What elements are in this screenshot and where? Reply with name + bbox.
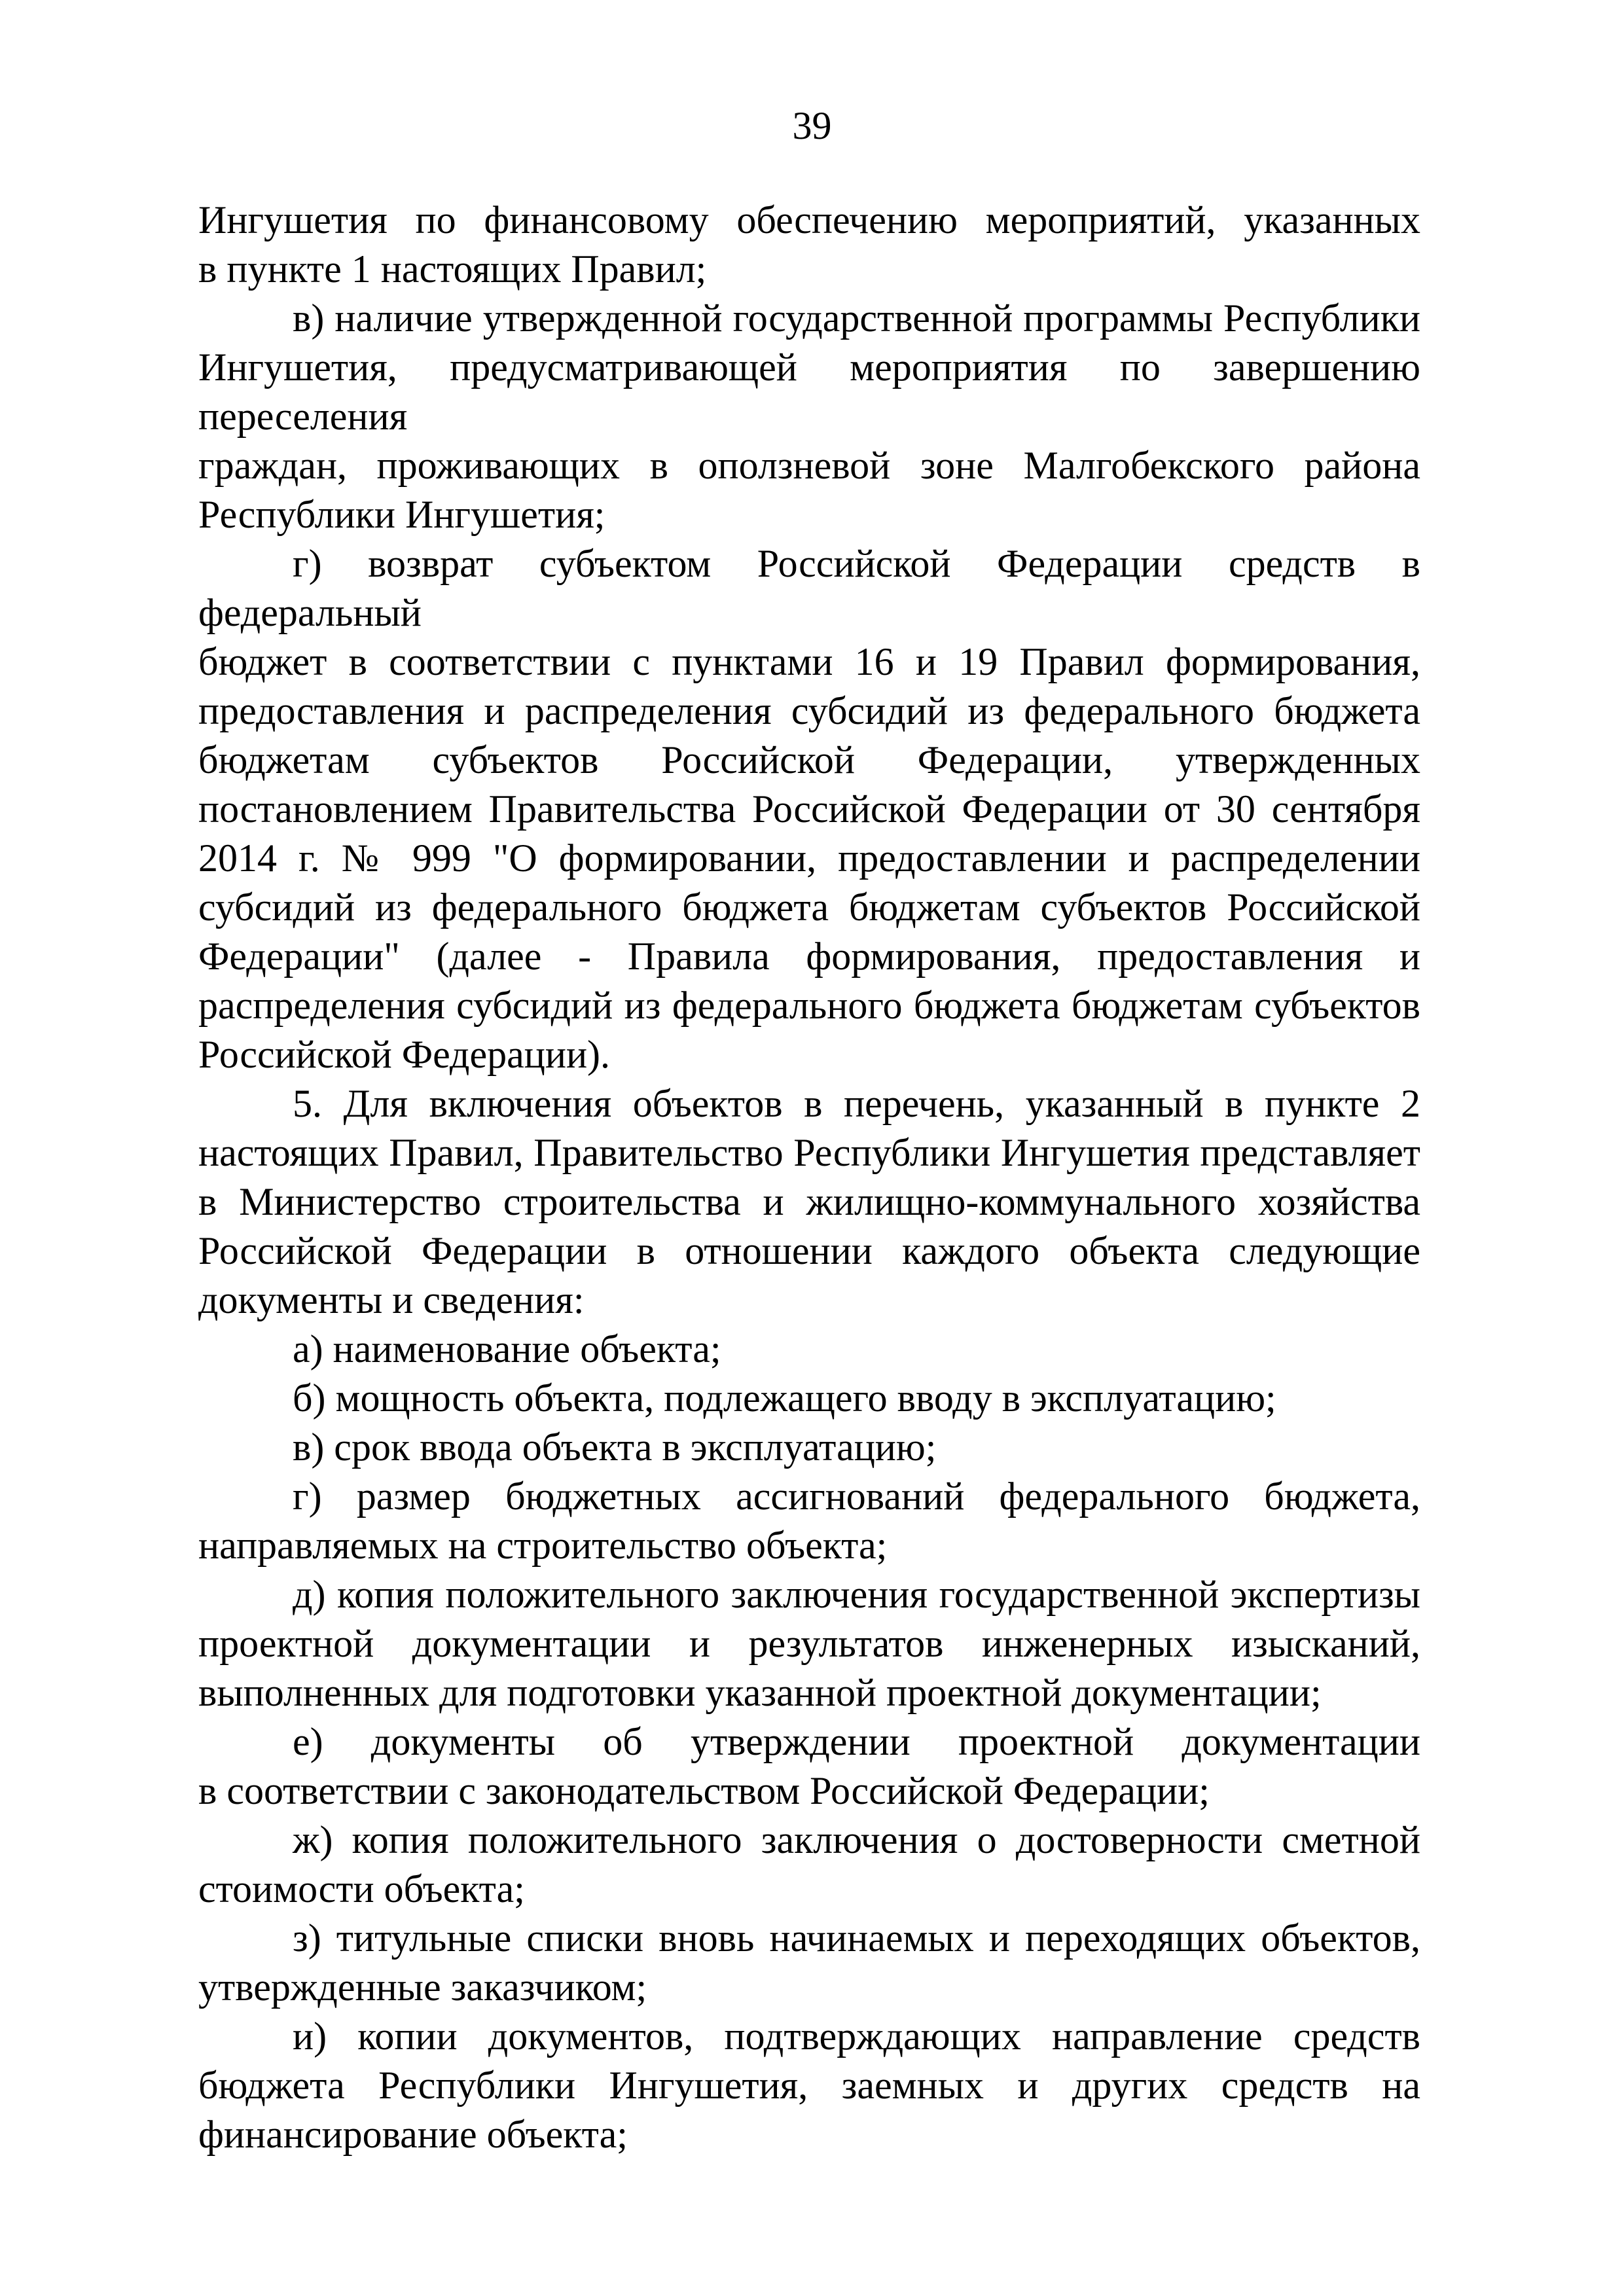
text-line: в Министерство строительства и жилищно-коммунального хозяйства <box>198 1180 1420 1223</box>
text-line: в) наличие утвержденной государственной программы Республики <box>293 296 1420 340</box>
paragraph <box>198 1914 1420 2012</box>
text-line: д) копия положительного заключения государственной экспертизы <box>293 1573 1420 1616</box>
text-line: г) возврат субъектом Российской Федерации средств в федеральный <box>198 542 1420 634</box>
paragraph <box>198 294 1420 539</box>
text-line: настоящих Правил, Правительство Республики Ингушетия представляет <box>198 1131 1420 1174</box>
text-line: распределения субсидий из федерального бюджета бюджетам субъектов <box>198 984 1420 1027</box>
text-line: 5. Для включения объектов в перечень, указанный в пункте 2 <box>293 1082 1420 1125</box>
text-line: выполненных для подготовки указанной проектной документации; <box>198 1671 1322 1714</box>
text-line: стоимости объекта; <box>198 1867 525 1910</box>
text-line: Федерации" (далее - Правила формирования, предоставления и <box>198 935 1420 978</box>
text-line: в соответствии с законодательством Российской Федерации; <box>198 1769 1210 1812</box>
paragraph <box>198 1816 1420 1914</box>
paragraph <box>198 539 1420 1079</box>
text-line: документы и сведения: <box>198 1278 585 1321</box>
text-line: г) размер бюджетных ассигнований федерального бюджета, <box>293 1475 1420 1518</box>
text-line: Ингушетия, предусматривающей мероприятия по завершению переселения <box>198 346 1420 438</box>
paragraph <box>198 1472 1420 1570</box>
paragraph <box>198 1325 1420 1374</box>
text-line: граждан, проживающих в оползневой зоне Малгобекского района <box>198 444 1420 487</box>
text-line: е) документы об утверждении проектной документации <box>293 1720 1420 1763</box>
text-line: Российской Федерации). <box>198 1033 611 1076</box>
text-line: направляемых на строительство объекта; <box>198 1524 888 1567</box>
text-line: проектной документации и результатов инженерных изысканий, <box>198 1622 1420 1665</box>
text-line: Ингушетия по финансовому обеспечению мероприятий, указанных <box>198 198 1420 242</box>
paragraph <box>198 2012 1420 2159</box>
text-line: Республики Ингушетия; <box>198 493 605 536</box>
text-line: ж) копия положительного заключения о достоверности сметной <box>293 1818 1420 1861</box>
text-line: субсидий из федерального бюджета бюджетам субъектов Российской <box>198 886 1420 929</box>
text-line: и) копии документов, подтверждающих направление средств <box>293 2015 1420 2058</box>
page-number: 39 <box>792 104 832 147</box>
text-line: утвержденные заказчиком; <box>198 1965 647 2009</box>
paragraph <box>198 1570 1420 1717</box>
paragraph <box>198 1079 1420 1325</box>
text-line: а) наименование объекта; <box>293 1327 721 1371</box>
document-body <box>198 196 1420 2159</box>
text-line: бюджет в соответствии с пунктами 16 и 19 Правил формирования, <box>198 640 1420 683</box>
paragraph <box>198 1423 1420 1472</box>
text-line: финансирование объекта; <box>198 2113 628 2156</box>
text-line: постановлением Правительства Российской Федерации от 30 сентября <box>198 787 1420 831</box>
text-line: в) срок ввода объекта в эксплуатацию; <box>293 1426 937 1469</box>
text-line: б) мощность объекта, подлежащего вводу в эксплуатацию; <box>293 1376 1276 1420</box>
text-line: 2014 г. № 999 "О формировании, предоставлении и распределении <box>198 836 1420 880</box>
text-line: з) титульные списки вновь начинаемых и переходящих объектов, <box>293 1916 1420 1960</box>
paragraph <box>198 196 1420 294</box>
text-line: в пункте 1 настоящих Правил; <box>198 247 707 291</box>
text-line: бюджета Республики Ингушетия, заемных и других средств на <box>198 2064 1420 2107</box>
paragraph <box>198 1717 1420 1816</box>
paragraph <box>198 1374 1420 1423</box>
text-line: Российской Федерации в отношении каждого объекта следующие <box>198 1229 1420 1272</box>
text-line: предоставления и распределения субсидий из федерального бюджета <box>198 689 1420 732</box>
text-line: бюджетам субъектов Российской Федерации, утвержденных <box>198 738 1420 781</box>
